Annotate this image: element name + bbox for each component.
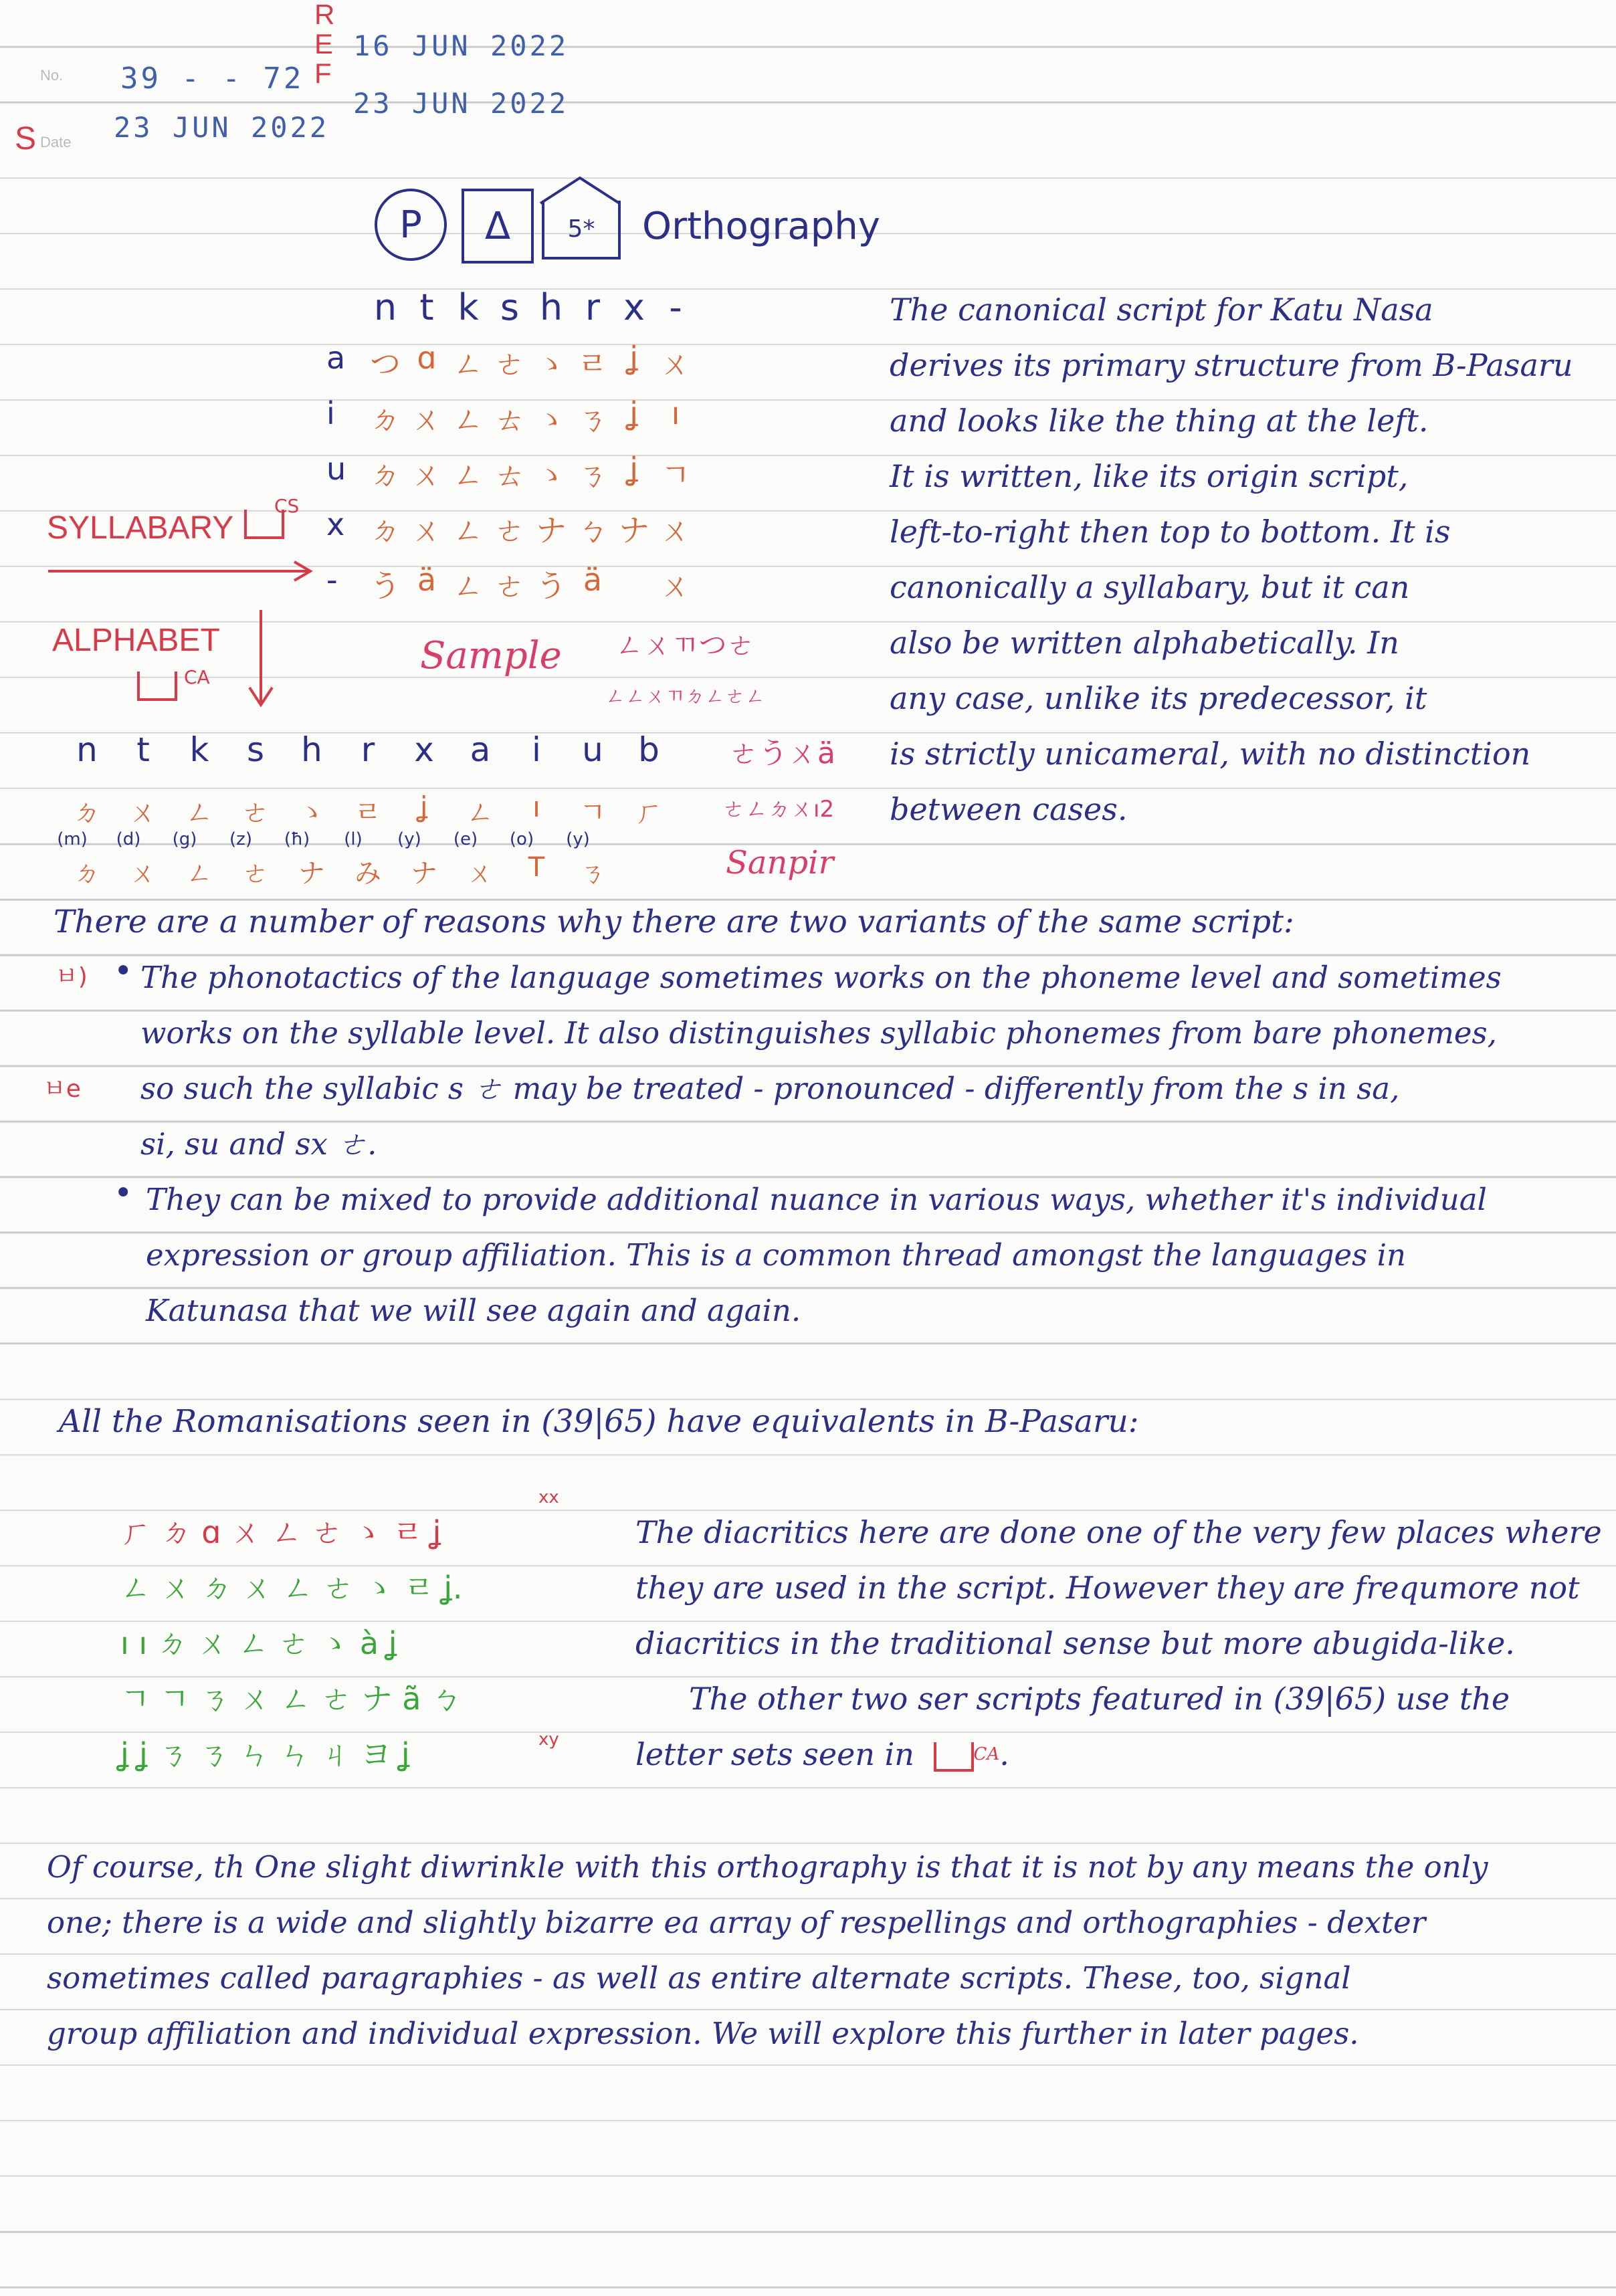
alphabet-letters-cell: b: [638, 730, 660, 769]
alphabet-glyphs-cell: ㄥ: [185, 796, 213, 829]
closing-line: group affiliation and individual expression. We will explore this further in later pages.: [47, 2016, 1359, 2051]
syllabary-col: x: [623, 286, 645, 328]
syllabary-glyph: ㄨ: [411, 457, 442, 493]
syllabary-glyph: ㄜ: [494, 512, 525, 548]
syllabary-glyph: ʝ: [629, 451, 639, 487]
diacritics-line: they are used in the script. However they are frequmore not: [635, 1570, 1580, 1606]
stamp-ref-date-2: 23 JUN 2022: [353, 87, 569, 120]
bullet-2-line: Katunasa that we will see again and again.: [146, 1293, 801, 1328]
reasons-intro: There are a number of reasons why there are two variants of the same script:: [54, 904, 1294, 940]
stamp-no-label: No.: [40, 67, 64, 84]
romanisation-mark-2: xy: [538, 1730, 559, 1750]
bullet-2-line: They can be mixed to provide additional nuance in various ways, whether it's individual: [146, 1182, 1487, 1217]
alphabet-letters-cell: s: [246, 730, 265, 769]
syllabary-glyph: ʝ: [629, 340, 639, 376]
icon-delta-box: [462, 189, 534, 264]
syllabary-glyph: う: [370, 568, 401, 604]
syllabary-glyph: ä: [583, 562, 603, 598]
syllabary-glyph: ㄥ: [453, 457, 484, 493]
page-title: Orthography: [642, 205, 880, 248]
syllabary-glyph: ナ: [619, 512, 649, 548]
intro-line: and looks like the thing at the left.: [890, 403, 1429, 439]
romanisation-row: ㄥ ㄨ ㄉ ㄨ ㄥ ㄜ ゝ ㄹ ʝ.: [120, 1570, 463, 1606]
syllabary-glyph: ㄜ: [494, 568, 525, 604]
syllabary-col: k: [458, 286, 479, 328]
syllabary-glyph: ɑ: [417, 340, 437, 376]
syllabary-glyph: ㄜ: [494, 346, 525, 382]
alphabet-variant_glyphs-cell: ナ: [298, 858, 325, 889]
bullet-1: [140, 950, 1502, 1172]
syllabary-glyph: ä: [417, 562, 437, 598]
syllabary-glyph: ㄨ: [660, 346, 691, 382]
stamp-s-mark: S: [15, 121, 37, 156]
syllabary-glyph: ㄉ: [370, 457, 401, 493]
syllabary-col: r: [585, 286, 601, 328]
syllabary-glyph: ゝ: [536, 457, 567, 493]
alphabet-letters-row: [59, 730, 677, 769]
alphabet-glyphs-cell: ㄹ: [354, 796, 382, 829]
syllabary-glyph: ゝ: [536, 346, 567, 382]
alphabet-variant_glyphs-cell: ㄨ: [467, 858, 494, 889]
margin-mark-2: ㅂe: [43, 1075, 81, 1103]
alphabet-letters-cell: k: [189, 730, 209, 769]
alphabet-glyphs-cell: ㄱ: [579, 796, 607, 829]
romanisation-row: ㄏ ㄉ ɑ ㄨ ㄥ ㄜ ゝ ㄹ ʝ: [120, 1514, 442, 1550]
alphabet-glyphs-cell: ㄨ: [128, 796, 157, 829]
syllabary-vowel: i: [326, 395, 335, 431]
alphabet-variant_glyphs-cell: ㄜ: [242, 858, 269, 889]
alphabet-letters-cell: h: [301, 730, 322, 769]
intro-line: is strictly unicameral, with no distinction: [890, 736, 1531, 772]
arrow-right-icon: [47, 559, 314, 583]
alphabet-variant_glyphs-cell: ㄨ: [130, 858, 157, 889]
alphabet-label: ALPHABET: [52, 623, 220, 658]
alphabet-romanised-cell: (e): [453, 829, 478, 849]
syllabary-row: [365, 395, 696, 439]
syllabary-col: n: [373, 286, 397, 328]
alphabet-romanised-cell: (y): [566, 829, 590, 849]
house-icon: [542, 201, 621, 259]
alphabet-romanised-cell: (o): [509, 829, 534, 849]
diacritics-mark-ca: CA: [973, 1744, 1000, 1764]
alphabet-letters-cell: a: [470, 730, 491, 769]
syllabary-row: [365, 451, 696, 495]
margin-mark-1: ㅂ): [55, 963, 88, 990]
alphabet-variant_glyphs-cell: ㄋ: [579, 858, 606, 889]
diacritics-line: diacritics in the traditional sense but more abugida-like.: [635, 1625, 1515, 1661]
syllabary-glyph: ㄅ: [577, 512, 608, 548]
romanisation-row: ʝ ʝ ㄋ ㄋ ㄣ ㄣ ㄐ ヨ ʝ: [120, 1736, 411, 1772]
syllabary-glyph: つ: [370, 346, 401, 382]
romanisation-mark-1: xx: [538, 1487, 559, 1507]
house-icon-mark: 5*: [567, 215, 595, 243]
syllabary-glyph: ㄥ: [453, 346, 484, 382]
intro-line: canonically a syllabary, but it can: [890, 569, 1410, 605]
alphabet-letters-cell: r: [361, 730, 375, 769]
syllabary-glyph: ㄋ: [577, 401, 608, 437]
alphabet-glyphs-row: [59, 791, 677, 831]
intro-line: also be written alphabetically. In: [890, 625, 1399, 661]
romanisations-heading: All the Romanisations seen in (39|65) have equivalents in B-Pasaru:: [59, 1403, 1139, 1440]
closing-paragraph: [47, 1839, 1488, 2061]
stamp-date-label: Date: [40, 134, 72, 150]
syllabary-glyph: ナ: [536, 512, 567, 548]
alphabet-mark: CA: [184, 666, 210, 688]
syllabary-glyph: う: [536, 568, 567, 604]
romanisation-row: ㄱ ㄱ ㄋ ㄨ ㄥ ㄜ ナ ã ㄅ: [120, 1681, 462, 1717]
diacritics-paragraph: [635, 1505, 1602, 1782]
stamp-no-value: 39 - - 72: [120, 62, 304, 96]
closing-line: sometimes called paragraphies - as well as entire alternate scripts. These, too, signal: [47, 1960, 1351, 1996]
syllabary-glyph: ㄹ: [577, 346, 608, 382]
alphabet-variant_glyphs-cell: T: [528, 852, 545, 883]
syllabary-glyph: ㄨ: [411, 401, 442, 437]
syllabary-col: -: [669, 286, 682, 328]
house-icon: [137, 671, 177, 701]
house-icon: [934, 1742, 974, 1772]
romanisations-grid: [120, 1505, 462, 1782]
diacritics-line-text: letter sets seen in: [635, 1736, 914, 1772]
alphabet-glyphs-cell: ㄏ: [634, 796, 663, 829]
bullet-2-line: expression or group affiliation. This is a common thread amongst the languages in: [146, 1237, 1406, 1273]
syllabary-glyph: ㄥ: [453, 401, 484, 437]
syllabary-glyph: ㄊ: [494, 457, 525, 493]
syllabary-glyph: ㄋ: [577, 457, 608, 493]
syllabary-glyph: [613, 562, 655, 606]
syllabary-glyph: ㄨ: [660, 568, 691, 604]
stamp-date-value: 23 JUN 2022: [114, 111, 330, 144]
syllabary-vowel: a: [326, 340, 346, 376]
syllabary-glyph: ゝ: [536, 401, 567, 437]
alphabet-glyphs-cell: ı: [532, 791, 540, 823]
alphabet-letters-cell: u: [582, 730, 603, 769]
intro-line: any case, unlike its predecessor, it: [890, 680, 1427, 716]
alphabet-glyphs-cell: ㄉ: [72, 796, 101, 829]
syllabary-glyph: ㄊ: [494, 401, 525, 437]
syllabary-row: [365, 506, 696, 550]
alphabet-glyphs-cell: ゝ: [297, 796, 326, 829]
romanisation-row: ı ı ㄉ ㄨ ㄥ ㄜ ゝ à ʝ: [120, 1625, 398, 1661]
icon-p-letter: P: [399, 203, 422, 247]
syllabary-vowel: x: [326, 506, 345, 542]
alphabet-romanised-cell: (ħ): [284, 829, 310, 849]
alphabet-romanised-cell: (m): [57, 829, 88, 849]
alphabet-variant_glyphs-cell: ㄉ: [74, 858, 100, 889]
diacritics-line: letter sets seen in $^{CA}$.: [635, 1736, 1009, 1772]
arrow-down-icon: [244, 609, 278, 709]
syllabary-glyph: ʝ: [629, 395, 639, 431]
syllabary-row: [365, 340, 696, 384]
alphabet-romanised-row: [44, 829, 606, 849]
alphabet-house-mark: [137, 671, 177, 701]
alphabet-romanised-cell: (y): [397, 829, 421, 849]
stamp-ref-date-1: 16 JUN 2022: [353, 29, 569, 62]
alphabet-romanised-cell: (z): [229, 829, 252, 849]
alphabet-romanised-cell: (d): [116, 829, 141, 849]
intro-line: derives its primary structure from B-Pasaru: [890, 347, 1573, 383]
bullet-icon: •: [114, 1174, 133, 1212]
closing-line: one; there is a wide and slightly bizarre ea array of respellings and orthographies - dexter: [47, 1905, 1426, 1940]
syllabary-glyph: ı: [671, 395, 680, 431]
house-roof-icon: [539, 175, 621, 205]
icon-p-circle: [375, 189, 447, 261]
alphabet-letters-cell: i: [532, 730, 541, 769]
syllabary-label: SYLLABARY: [47, 510, 234, 546]
alphabet-glyphs-cell: ㄥ: [466, 796, 494, 829]
alphabet-variant_glyphs-cell: ナ: [411, 858, 437, 889]
bullet-icon: •: [114, 952, 133, 990]
syllabary-glyph: ㄱ: [660, 457, 691, 493]
intro-paragraph: [890, 282, 1573, 837]
syllabary-mark: CS: [274, 495, 300, 517]
bullet-1-line: The phonotactics of the language sometimes works on the phoneme level and sometimes: [140, 960, 1502, 995]
alphabet-letters-cell: t: [136, 730, 150, 769]
alphabet-glyphs-cell: ㄜ: [241, 796, 270, 829]
intro-line: The canonical script for Katu Nasa: [890, 292, 1433, 328]
sample-4: ㄜㄥㄉㄨı2: [722, 796, 835, 823]
diacritics-line: The other two ser scripts featured in (39|65) use the: [689, 1681, 1510, 1717]
syllabary-glyph: ㄨ: [660, 512, 691, 548]
intro-line: It is written, like its origin script,: [890, 458, 1409, 494]
sample-3: ㄜうㄨä: [729, 736, 835, 770]
alphabet-variant_glyphs-cell: ㄥ: [186, 858, 213, 889]
syllabary-glyph: ㄥ: [453, 512, 484, 548]
intro-line: between cases.: [890, 791, 1128, 827]
diacritics-line: The diacritics here are done one of the very few places where: [635, 1514, 1602, 1550]
alphabet-variant-row: [59, 852, 621, 890]
syllabary-col: t: [419, 286, 434, 328]
alphabet-letters-cell: x: [414, 730, 434, 769]
syllabary-vowel: u: [326, 451, 346, 487]
alphabet-romanised-cell: (g): [172, 829, 197, 849]
sample-sanpir: Sanpir: [726, 844, 834, 881]
bullet-1-line: si, su and sx ㄜ.: [140, 1126, 377, 1162]
syllabary-glyph: ㄨ: [411, 512, 442, 548]
alphabet-romanised-cell: (l): [344, 829, 363, 849]
sample-label: Sample: [420, 634, 562, 677]
stamp-ref-letters: REF: [314, 0, 335, 89]
syllabary-vowel: -: [326, 562, 338, 598]
syllabary-row: [365, 562, 696, 606]
sample-1: ㄥㄨㄲつㄜ: [615, 629, 755, 661]
syllabary-col: s: [500, 286, 520, 328]
intro-line: left-to-right then top to bottom. It is: [890, 514, 1451, 550]
alphabet-glyphs-cell: ʝ: [419, 791, 429, 823]
syllabary-glyph: ㄉ: [370, 512, 401, 548]
bullet-2: [146, 1172, 1487, 1338]
alphabet-variant_glyphs-cell: み: [355, 858, 381, 889]
bullet-1-line: so such the syllabic s ㄜ may be treated - pronounced - differently from the s in sa,: [140, 1071, 1400, 1106]
sample-2: ㄥㄥㄨㄲㄉㄥㄜㄥ: [605, 685, 765, 708]
syllabary-header-row: [365, 286, 696, 328]
closing-line: Of course, th One slight diwrinkle with this orthography is that it is not by any means the only: [47, 1849, 1488, 1885]
delta-icon: Δ: [484, 204, 511, 248]
bullet-1-line: works on the syllable level. It also distinguishes syllabic phonemes from bare phonemes,: [140, 1015, 1497, 1051]
syllabary-glyph: ㄥ: [453, 568, 484, 604]
syllabary-col: h: [539, 286, 563, 328]
alphabet-letters-cell: n: [76, 730, 98, 769]
syllabary-glyph: ㄉ: [370, 401, 401, 437]
